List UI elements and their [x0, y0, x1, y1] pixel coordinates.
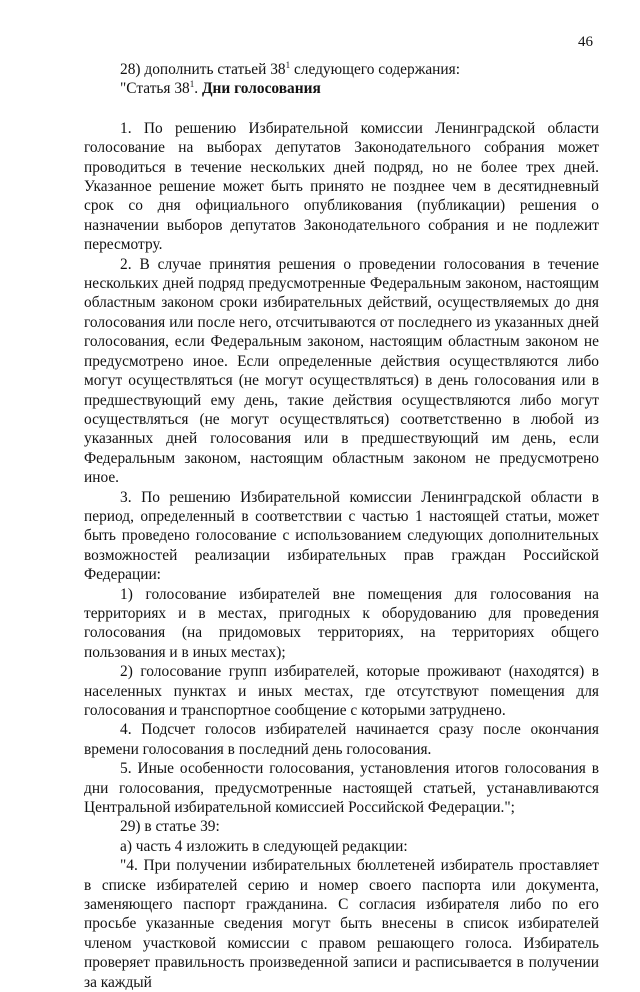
- article-title: Дни голосования: [201, 80, 321, 98]
- page-number: 46: [578, 34, 593, 50]
- amendment-29-a: а) часть 4 изложить в следующей редакции:: [120, 837, 408, 855]
- document-body: [84, 60, 599, 992]
- quoted-part-4: "4. При получении избирательных бюллетеней избиратель проставляет в списке избирателей серию и номер своего паспорта или документа, заменяющего паспорт гражданина. С согласия избирателя либо по его просьбе указанные сведения могут быть внесены в список избирателей членом участковой комиссии с правом решающего голоса. Избиратель проверяет правильность произведенной записи и расписывается в получении за каждый: [84, 857, 599, 991]
- paragraph-4: 4. Подсчет голосов избирателей начинается сразу после окончания времени голосования в последний день голосования.: [84, 721, 599, 758]
- paragraph-3: 3. По решению Избирательной комиссии Ленинградской области в период, определенный в соответствии с частью 1 настоящей статьи, может быть проведено голосование с использованием следующих дополнительных возможностей реализации избирательных прав граждан Российской Федерации:: [84, 488, 599, 584]
- subitem-2: 2) голосование групп избирателей, которые проживают (находятся) в населенных пунктах и иных местах, где отсутствуют помещения для голосования и транспортное сообщение с которыми затруднено.: [84, 663, 599, 719]
- paragraph-5: 5. Иные особенности голосования, установления итогов голосования в дни голосования, предусмотренные настоящей статьей, устанавливаются Центральной избирательной комиссией Российской Федерации.";: [84, 760, 599, 817]
- subitem-1: 1) голосование избирателей вне помещения для голосования на территориях и в местах, пригодных к оборудованию для проведения голосования (на придомовых территориях, на территориях общего пользования и в иных местах);: [84, 585, 599, 661]
- paragraph-2: 2. В случае принятия решения о проведении голосования в течение нескольких дней подряд предусмотренные Федеральным законом, настоящим областным законом сроки избирательных действий, осуществляемых до дня голосования или после него, отсчитываются от последнего из указанных дней голосования, если Федеральным законом, настоящим областным законом не предусмотрено иное. Если определенные действия осуществляются либо могут осуществляться (не могут осуществляться) в день голосования или в предшествующий ему день, такие действия осуществляются либо могут осуществляться (не могут осуществляться) соответственно в любой из указанных дней голосования или в предшествующий им день, если Федеральным законом, настоящим областным законом не предусмотрено иное.: [84, 255, 599, 487]
- amendment-intro: 28) дополнить статьей $38^1$ следующего содержания:: [120, 60, 460, 78]
- paragraph-1: 1. По решению Избирательной комиссии Ленинградской области голосование на выборах депутатов Законодательного собрания может проводиться в течение нескольких дней подряд, но не более трех дней. Указанное решение может быть принято не позднее чем в десятидневный срок со дня официального опубликования (публикации) решения о назначении выборов депутатов Законодательного собрания и не подлежит пересмотру.: [84, 119, 599, 254]
- amendment-29: 29) в статье 39:: [120, 818, 220, 836]
- article-heading: "Статья $38^1$. Дни голосования: [120, 79, 321, 98]
